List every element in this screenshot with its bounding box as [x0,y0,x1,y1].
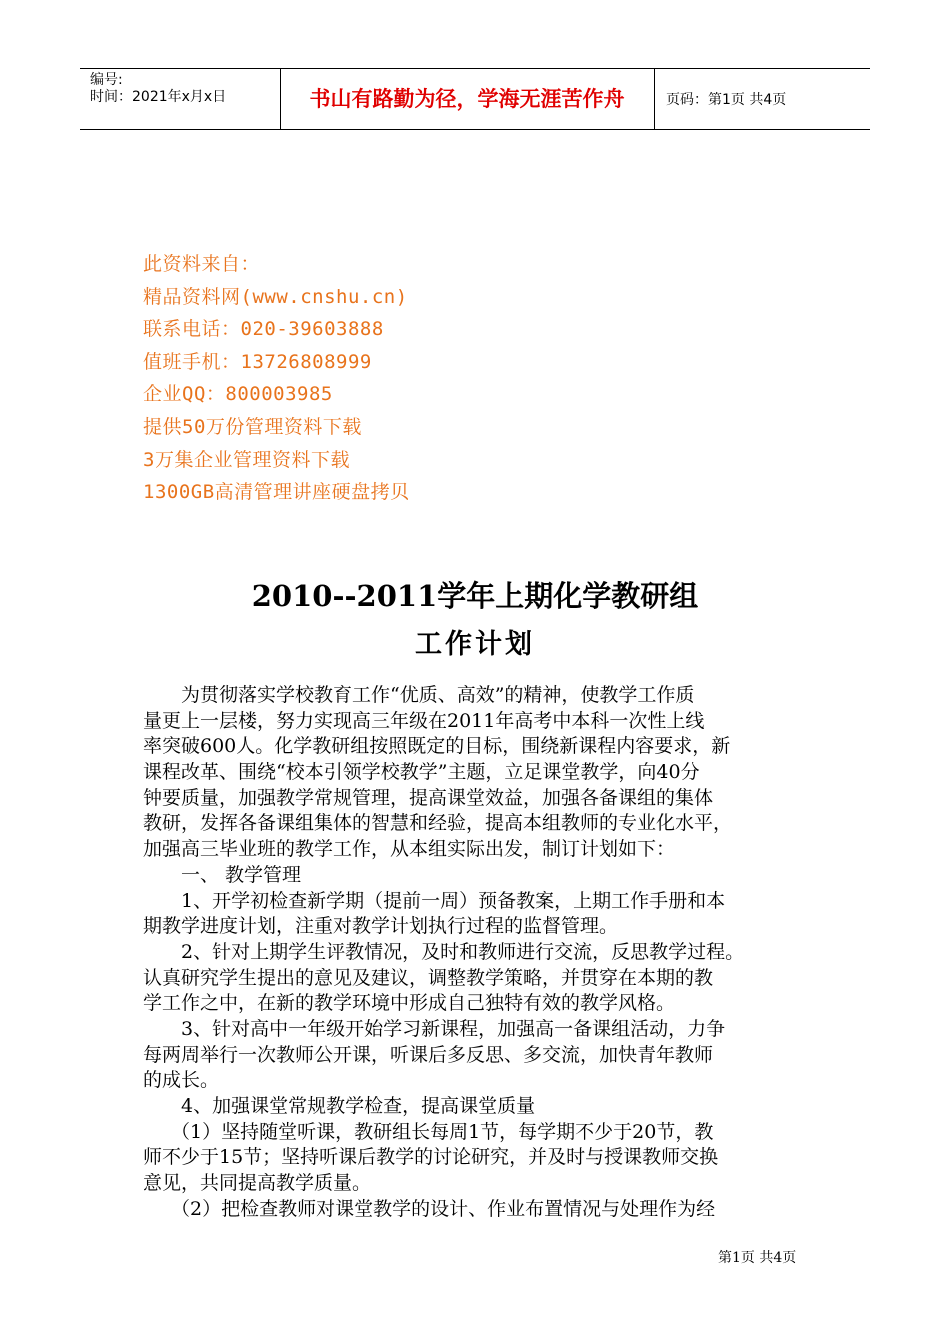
body-line: 每两周举行一次教师公开课，听课后多反思、多交流，加快青年教师 [143,1043,714,1066]
body-line: 为贯彻落实学校教育工作“优质、高效”的精神，使教学工作质 [181,684,695,706]
promo-block [143,248,410,509]
body-line: 期教学进度计划，注重对教学计划执行过程的监督管理。 [143,915,619,938]
promo-line: 企业QQ：800003985 [143,383,333,406]
promo-line: 提供50万份管理资料下载 [143,415,362,438]
promo-line: 此资料来自： [143,253,261,275]
promo-line: 值班手机：13726808999 [143,350,372,373]
body-line: 率突破600人。化学教研组按照既定的目标，围绕新课程内容要求，新 [143,735,731,758]
document-body [143,683,807,1222]
body-line: （2）把检查教师对课堂教学的设计、作业布置情况与处理作为经 [171,1197,716,1220]
promo-line: 精品资料网(www.cnshu.cn) [143,285,408,308]
body-line: 师不少于15节；坚持听课后教学的讨论研究，并及时与授课教师交换 [143,1146,719,1169]
body-line: 2、针对上期学生评教情况，及时和教师进行交流，反思教学过程。 [181,940,745,963]
body-line: 1、开学初检查新学期（提前一周）预备教案，上期工作手册和本 [181,889,726,912]
page-footer: 第1页 共4页 [718,1250,797,1266]
promo-line: 联系电话：020-39603888 [143,318,384,341]
body-line: 加强高三毕业班的教学工作，从本组实际出发，制订计划如下： [143,838,676,861]
header-info-cell [80,69,281,129]
header-table [80,68,870,130]
body-line: 认真研究学生提出的意见及建议，调整教学策略，并贯穿在本期的教 [143,966,714,989]
body-line: 课程改革、围绕“校本引领学校教学”主题，立足课堂教学，向40分 [143,761,700,784]
document-subtitle: 工作计划 [415,629,535,660]
body-line: 4、加强课堂常规教学检查，提高课堂质量 [181,1095,536,1117]
body-line: 学工作之中，在新的教学环境中形成自己独特有效的教学风格。 [143,992,676,1015]
number-label: 编号: [90,72,123,88]
section-heading: 一、 教学管理 [181,863,302,886]
body-line: 意见，共同提高教学质量。 [143,1172,372,1195]
promo-line: 3万集企业管理资料下载 [143,448,350,471]
document-title: 2010--2011学年上期化学教研组 [251,579,699,613]
body-line: 的成长。 [143,1069,220,1092]
body-line: 钟要质量，加强教学常规管理，提高课堂效益，加强各备课组的集体 [143,786,714,809]
motto-text: 书山有路勤为径，学海无涯苦作舟 [280,69,655,129]
body-line: 量更上一层楼，努力实现高三年级在2011年高考中本科一次性上线 [143,709,705,732]
body-line: 教研，发挥各备课组集体的智慧和经验，提高本组教师的专业化水平， [143,812,733,835]
time-label: 时间：2021年x月x日 [90,89,227,105]
body-line: （1）坚持随堂听课，教研组长每周1节，每学期不少于20节，教 [171,1120,714,1143]
body-line: 3、针对高中一年级开始学习新课程，加强高一备课组活动，力争 [181,1017,726,1040]
page-info: 页码：第1页 共4页 [666,92,787,108]
promo-line: 1300GB高清管理讲座硬盘拷贝 [143,481,410,504]
